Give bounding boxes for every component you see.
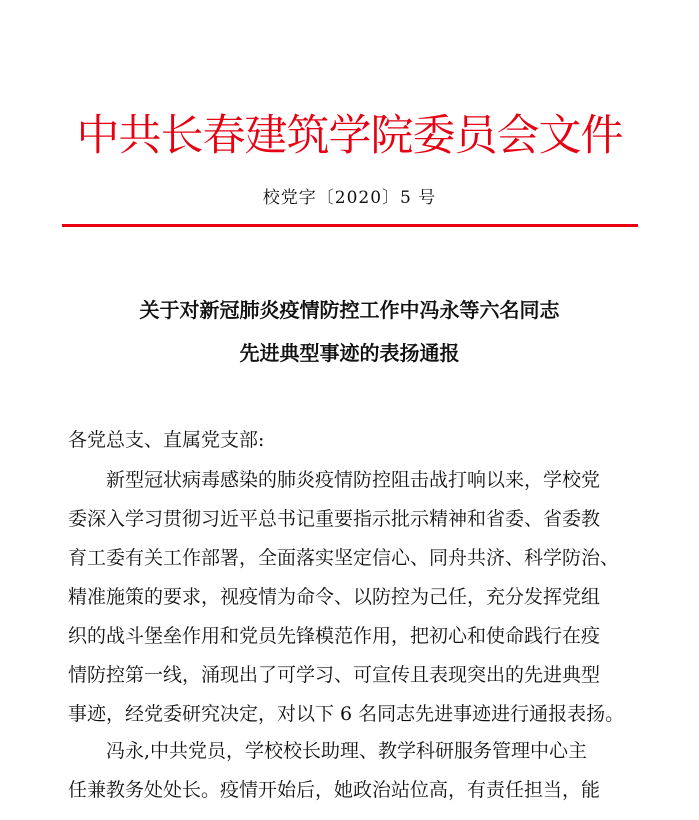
body-text-line: 事迹，经党委研究决定，对以下 6 名同志先进事迹进行通报表扬。 [68,703,625,725]
red-header-title: 中共长春建筑学院委员会文件 [76,111,623,161]
body-text-line: 委深入学习贯彻习近平总书记重要指示批示精神和省委、省委教 [68,508,601,530]
notice-title-line-1: 关于对新冠肺炎疫情防控工作中冯永等六名同志 [139,298,560,322]
body-text-line: 育工委有关工作部署，全面落实坚定信心、同舟共济、科学防治、 [68,547,620,569]
body-text-line: 任兼教务处处长。疫情开始后，她政治站位高，有责任担当，能 [68,779,601,801]
body-text-line: 精准施策的要求，视疫情为命令、以防控为己任，充分发挥党组 [68,586,601,608]
red-divider-line [62,224,638,227]
body-text-line: 情防控第一线，涌现出了可学习、可宣传且表现突出的先进典型 [68,664,601,686]
body-text-line: 新型冠状病毒感染的肺炎疫情防控阻击战打响以来，学校党 [106,469,601,491]
salutation: 各党总支、直属党支部: [68,429,265,451]
document-number: 校党字〔2020〕5 号 [262,188,437,208]
body-text-line: 冯永,中共党员，学校校长助理、教学科研服务管理中心主 [106,740,588,762]
notice-title-line-2: 先进典型事迹的表扬通报 [239,341,460,365]
body-text-line: 织的战斗堡垒作用和党员先锋模范作用，把初心和使命践行在疫 [68,625,601,647]
